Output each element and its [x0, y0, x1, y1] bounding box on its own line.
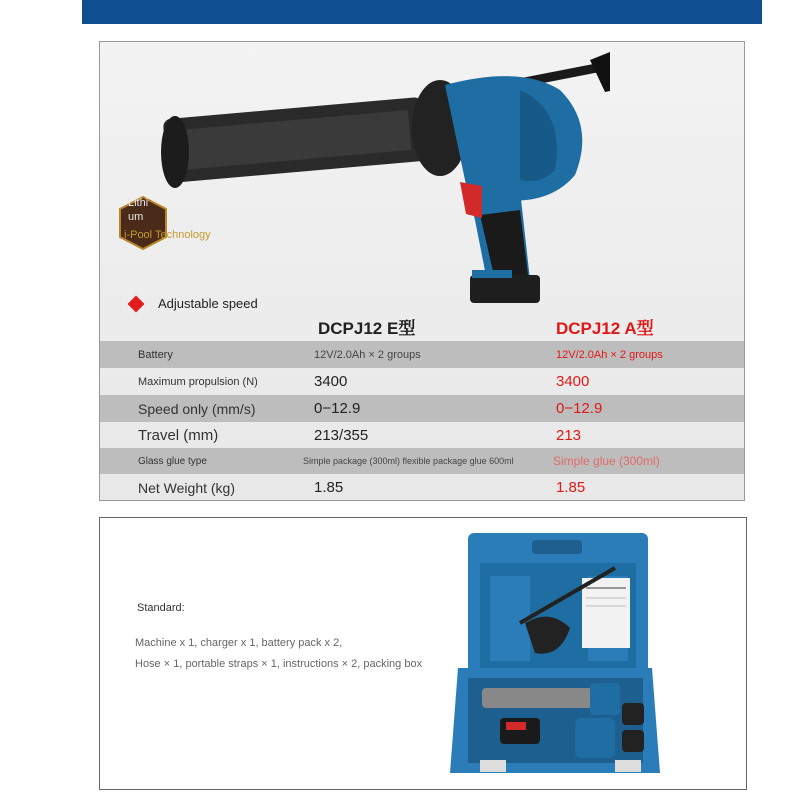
spec-value-a: Simple glue (300ml): [553, 454, 660, 468]
spec-label: Maximum propulsion (N): [138, 375, 258, 388]
spec-value-a: 0−12.9: [556, 400, 603, 417]
standard-line-2: Hose × 1, portable straps × 1, instructions × 2, packing box: [135, 658, 423, 670]
spec-value-a: 3400: [556, 373, 590, 390]
model-e-heading: DCPJ12 E型: [318, 319, 416, 338]
spec-row-battery: [100, 341, 744, 368]
spec-row-weight: [100, 474, 744, 501]
red-diamond-icon: [128, 295, 145, 312]
spec-label: Glass glue type: [138, 455, 207, 467]
spec-value-e: 12V/2.0Ah × 2 groups: [314, 348, 421, 361]
spec-label: Net Weight (kg): [138, 479, 235, 496]
model-a-heading: DCPJ12 A型: [556, 319, 654, 338]
badge-text-2: um: [128, 211, 144, 223]
spec-row-travel: [100, 422, 744, 448]
badge-text-3: i-Pool Technology: [124, 229, 211, 241]
feature-label: Adjustable speed: [158, 296, 258, 311]
spec-value-a: 1.85: [556, 479, 586, 496]
spec-label: Speed only (mm/s): [138, 400, 256, 417]
spec-value-e: 0−12.9: [314, 400, 361, 417]
spec-row-propulsion: [100, 368, 744, 395]
standard-line-1: Machine x 1, charger x 1, battery pack x 2,: [135, 637, 343, 649]
spec-label: Battery: [138, 348, 173, 361]
header-bar: [82, 0, 762, 24]
standard-title: Standard:: [137, 602, 185, 614]
spec-value-a: 213: [556, 426, 582, 444]
carry-case-image: [440, 528, 660, 778]
spec-value-e: Simple package (300ml) flexible package glue 600ml: [303, 456, 514, 466]
spec-value-e: 213/355: [314, 426, 369, 444]
feature-item: [130, 296, 258, 311]
spec-label: Travel (mm): [138, 426, 219, 444]
spec-value-e: 1.85: [314, 479, 344, 496]
badge-text-1: Lithi: [128, 197, 149, 209]
spec-value-e: 3400: [314, 373, 348, 390]
spec-value-a: 12V/2.0Ah × 2 groups: [556, 348, 663, 361]
spec-row-speed: [100, 395, 744, 422]
spec-row-glue: [100, 448, 744, 474]
caulking-gun-image: [50, 30, 610, 320]
